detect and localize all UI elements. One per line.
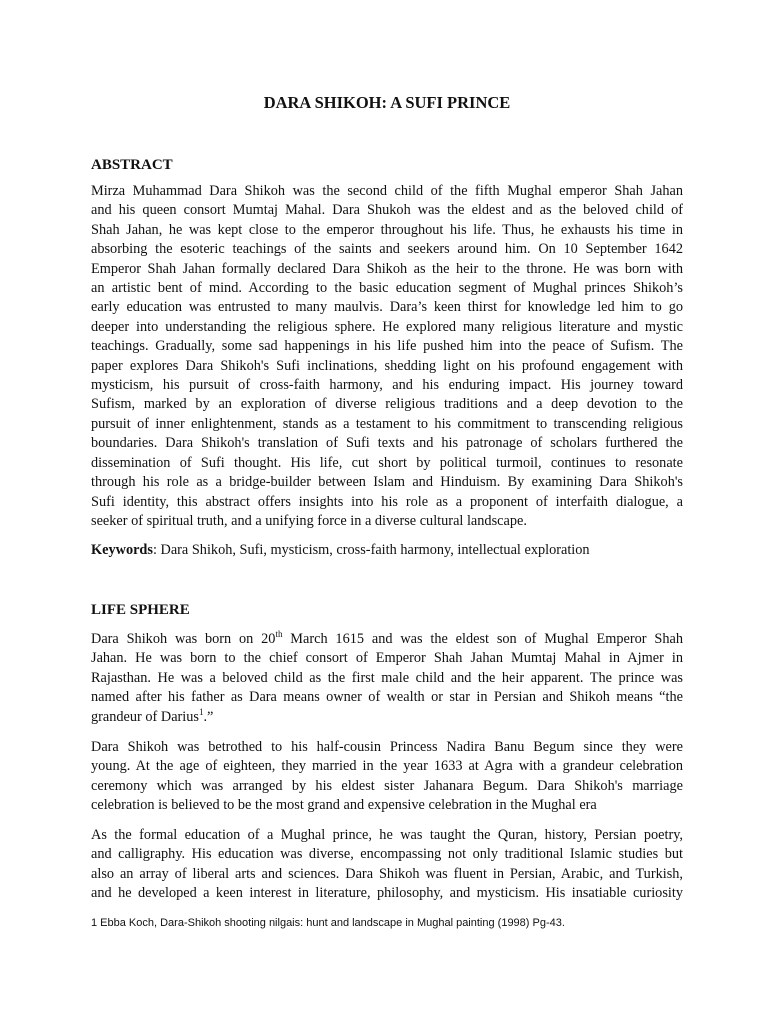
abstract-line: deeper into understanding the religious sphere. He explored many religious literature and mystic — [91, 318, 683, 335]
life-sphere-heading: LIFE SPHERE — [91, 602, 190, 618]
paragraph-line — [91, 708, 683, 727]
keywords-label: Keywords — [91, 542, 153, 558]
abstract-line: absorbing the esoteric teachings of the saints and seekers around him. On 10 September 1642 — [91, 241, 683, 258]
footnote: 1 Ebba Koch, Dara-Shikoh shooting nilgais: hunt and landscape in Mughal painting (1998) Pg-43. — [91, 917, 565, 929]
abstract-line: paper explores Dara Shikoh's Sufi inclinations, shedding light on his profound engagement with — [91, 357, 683, 374]
abstract-line: Sufism, marked by an exploration of diverse religious traditions and a deep devotion to the — [91, 396, 683, 413]
birth-text: Dara Shikoh was born on 20 — [91, 631, 276, 647]
paragraph-line: As the formal education of a Mughal prince, he was taught the Quran, history, Persian poetry, — [91, 827, 683, 843]
abstract-line: and his queen consort Mumtaj Mahal. Dara Shukoh was the eldest and as the beloved child of — [91, 202, 683, 219]
keywords-line — [91, 541, 683, 560]
life-sphere-paragraph-2 — [91, 738, 683, 816]
abstract-line: boundaries. Dara Shikoh's translation of Sufi texts and his patronage of scholars furthered the — [91, 435, 683, 452]
abstract-line: seeker of spiritual truth, and a unifying force in a diverse cultural landscape. — [91, 512, 527, 529]
paragraph-line: Jahan. He was born to the chief consort of Emperor Shah Jahan Mumtaj Mahal in Ajmer in — [91, 650, 683, 667]
abstract-line: early education was entrusted to many maulvis. Dara’s keen thirst for knowledge led him to go — [91, 299, 683, 316]
abstract-line: through his role as a bridge-builder between Islam and Hinduism. By examining Dara Shikoh's — [91, 474, 683, 491]
paragraph-line: and calligraphy. His education was diverse, encompassing not only traditional Islamic studies but — [91, 846, 683, 863]
abstract-line: dissemination of Sufi thought. His life, cut short by political turmoil, continues to resonate — [91, 454, 683, 471]
life-sphere-paragraph-1 — [91, 630, 683, 727]
grandeur-text-end: .” — [203, 708, 214, 725]
paragraph-line — [91, 630, 683, 649]
paragraph-line: named after his father as Dara means owner of wealth or star in Persian and Shikoh means “the — [91, 689, 683, 706]
paragraph-line: also an array of liberal arts and sciences. Dara Shikoh was fluent in Persian, Arabic, and Turkish, — [91, 865, 683, 882]
abstract-line: pursuit of inner enlightenment, stands as a testament to his commitment to transcending religious — [91, 415, 683, 432]
paragraph-line: ceremony which was arranged by his eldest sister Jahanara Begum. Dara Shikoh's marriage — [91, 777, 683, 794]
footnote-marker: 1 — [198, 706, 204, 717]
paragraph-line: Rajasthan. He was a beloved child as the first male child and the heir apparent. The prince was — [91, 669, 683, 686]
abstract-line: Sufi identity, this abstract offers insights into his role as a proponent of interfaith dialogue, a — [91, 493, 683, 510]
abstract-heading: ABSTRACT — [91, 157, 173, 173]
paragraph-line: Dara Shikoh was betrothed to his half-cousin Princess Nadira Banu Begum since they were — [91, 739, 683, 755]
abstract-line: mysticism, his pursuit of cross-faith harmony, and his enduring impact. His journey toward — [91, 377, 683, 394]
abstract-line: teachings. Gradually, some sad happenings in his life pushed him into the peace of Sufism. The — [91, 338, 683, 355]
keywords-text: : Dara Shikoh, Sufi, mysticism, cross-faith harmony, intellectual exploration — [152, 542, 590, 558]
birth-text-rest: March 1615 and was the eldest son of Mughal Emperor Shah — [282, 631, 683, 647]
ordinal-suffix: th — [275, 629, 283, 640]
abstract-line: Shah Jahan, he was kept close to the emperor throughout his life. Thus, he exhausts his time in — [91, 221, 683, 238]
abstract-line: an artistic bent of mind. According to the basic education segment of Mughal princes Shikoh’s — [91, 280, 683, 297]
paragraph-line: young. At the age of eighteen, they married in the year 1633 at Agra with a grandeur celebration — [91, 758, 683, 775]
abstract-line: Mirza Muhammad Dara Shikoh was the second child of the fifth Mughal emperor Shah Jahan — [91, 183, 683, 199]
paper-title: DARA SHIKOH: A SUFI PRINCE — [263, 93, 511, 112]
life-sphere-paragraph-3 — [91, 826, 683, 904]
paragraph-line: and he developed a keen interest in literature, philosophy, and mysticism. His insatiable curiosity — [91, 885, 683, 902]
abstract-paragraph — [91, 182, 683, 531]
grandeur-text: grandeur of Darius — [91, 708, 199, 725]
paragraph-line: celebration is believed to be the most grand and expensive celebration in the Mughal era — [91, 797, 597, 814]
abstract-line: Emperor Shah Jahan formally declared Dara Shikoh as the heir to the throne. He was born with — [91, 260, 683, 277]
